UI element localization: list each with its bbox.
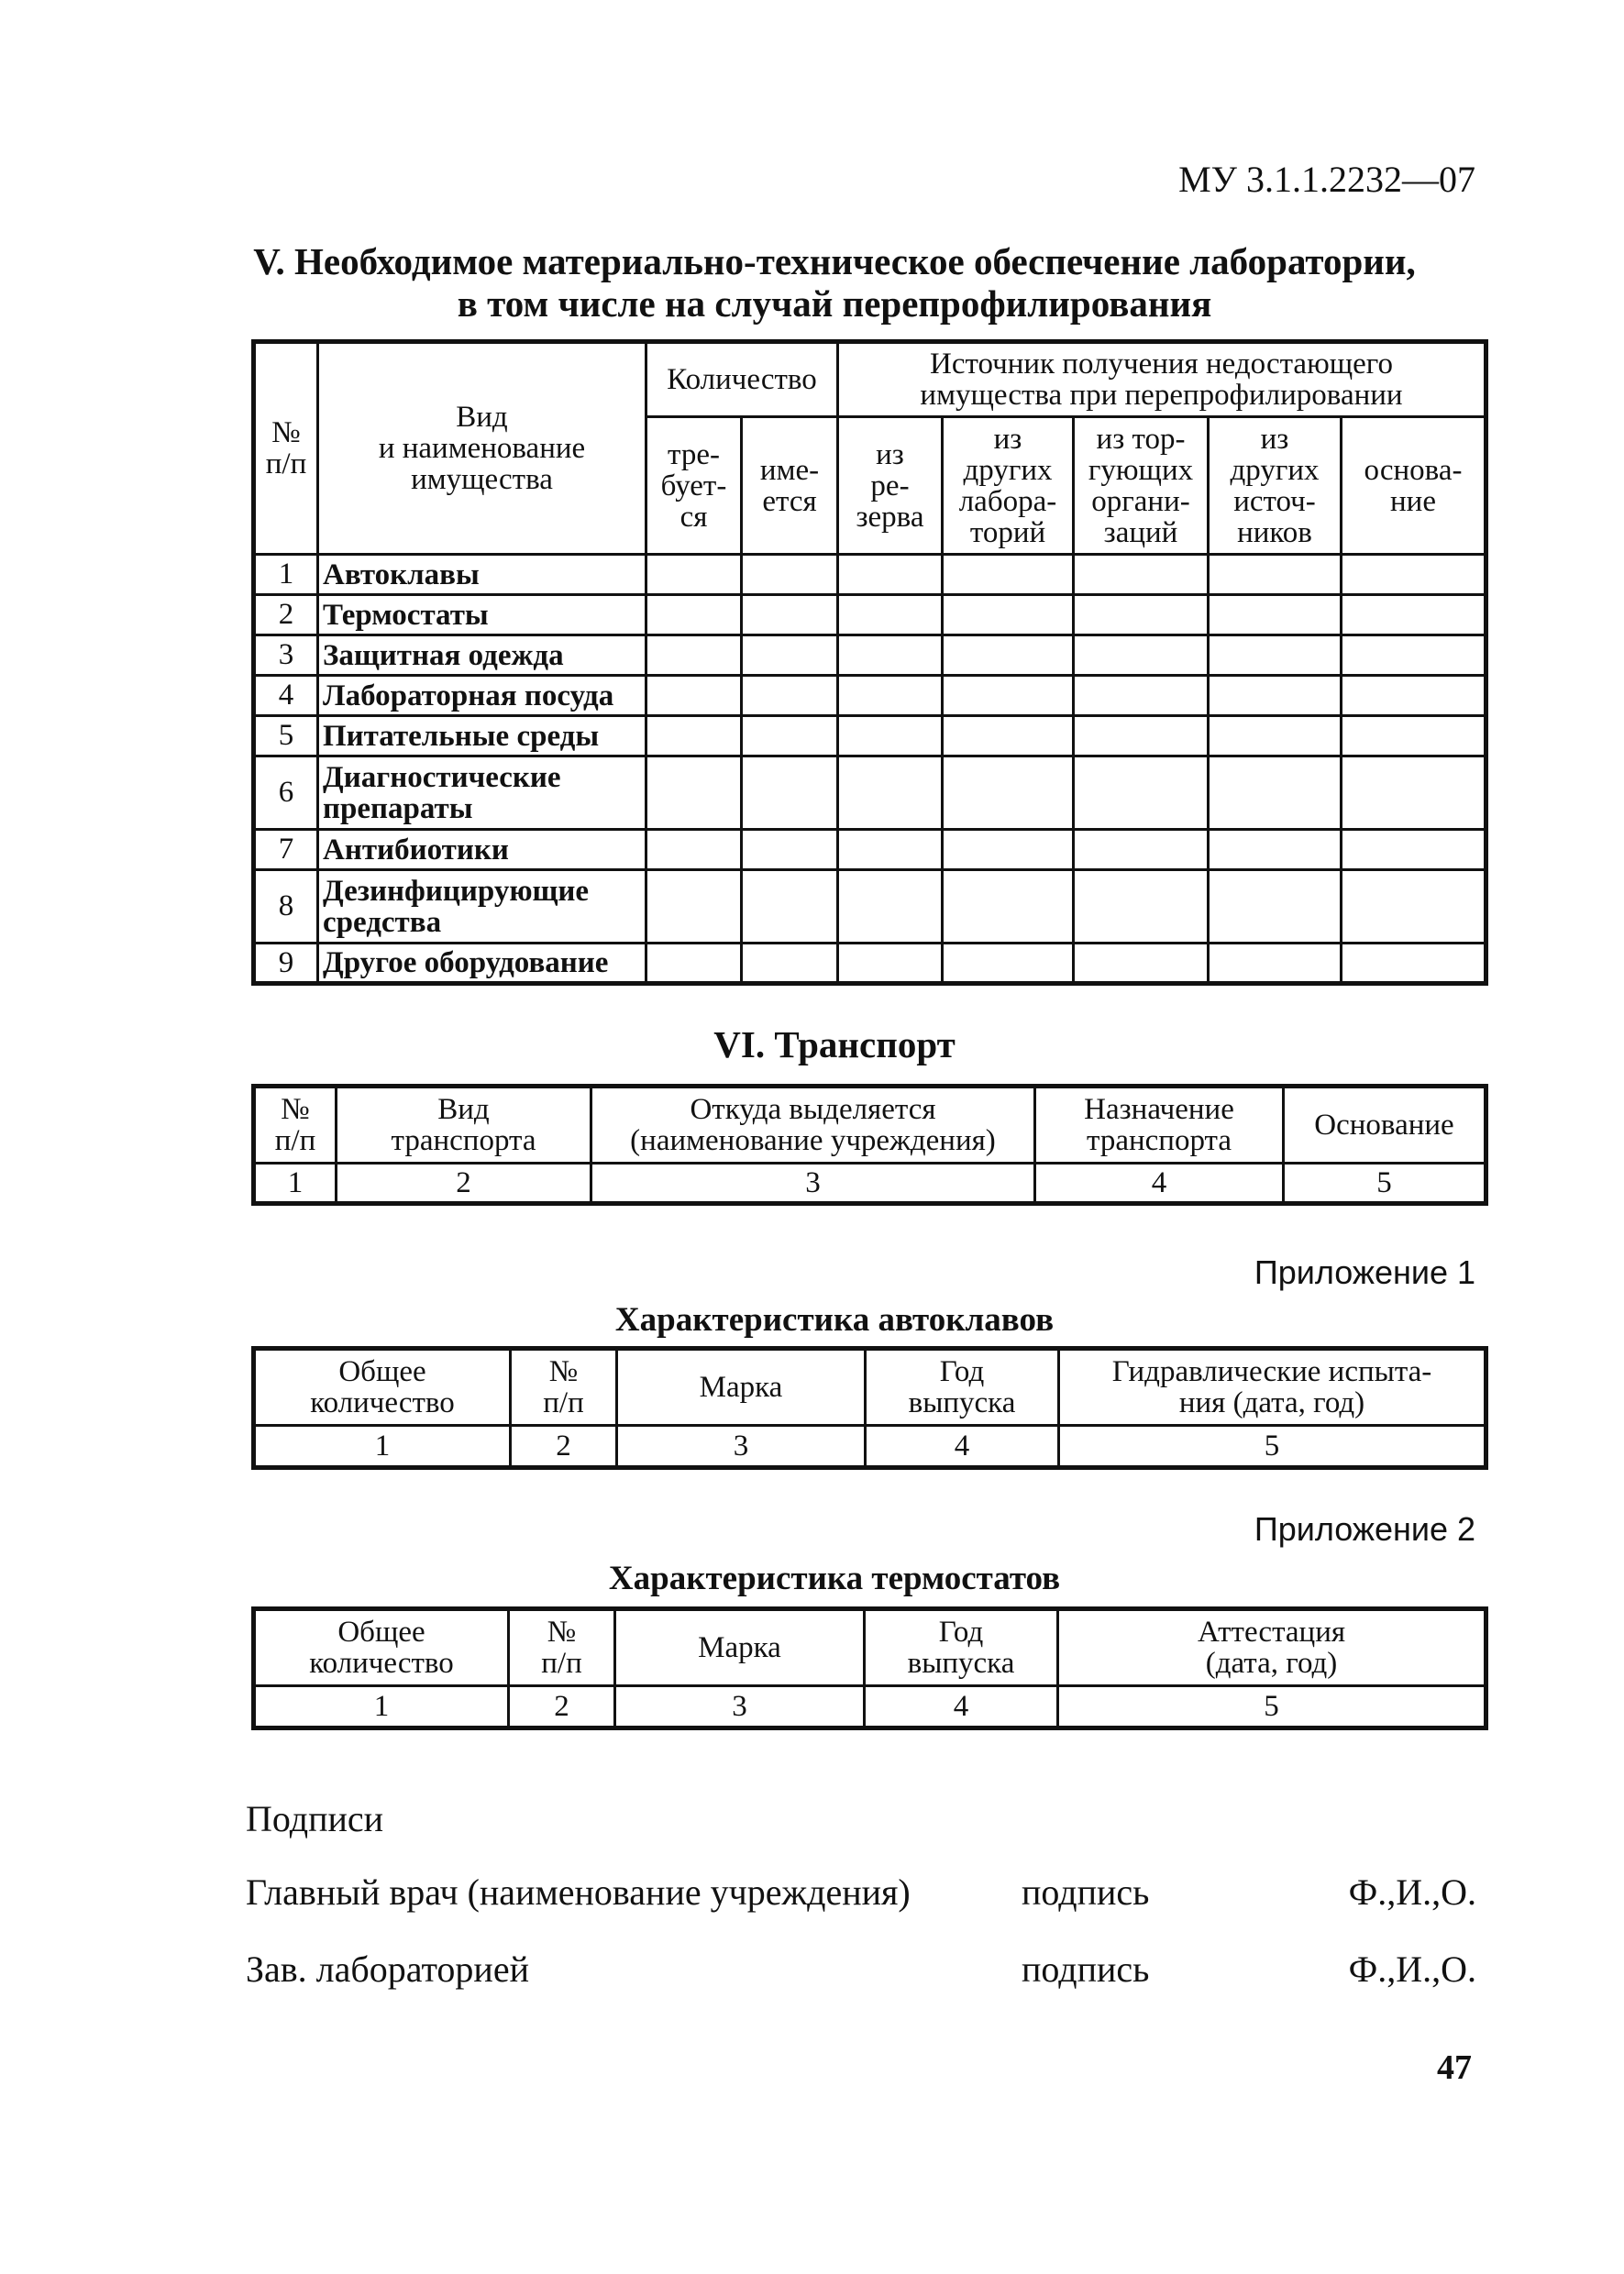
- empty-cell: [943, 870, 1074, 944]
- signature-placeholder: подпись: [1022, 1871, 1150, 1913]
- empty-cell: [943, 830, 1074, 870]
- from-other-sources-header: из других источ- ников: [1209, 417, 1342, 555]
- empty-cell: [742, 830, 838, 870]
- appendix-2-title: Характеристика термостатов: [608, 1560, 1061, 1597]
- col-number-header: № п/п: [509, 1609, 615, 1686]
- empty-cell: [1074, 830, 1209, 870]
- column-number: 3: [615, 1686, 865, 1728]
- empty-cell: [1342, 716, 1486, 756]
- section-5-title: [183, 240, 1486, 325]
- empty-cell: [742, 716, 838, 756]
- empty-cell: [838, 635, 943, 676]
- column-number: 4: [866, 1426, 1059, 1468]
- empty-cell: [1342, 555, 1486, 595]
- brand-header: Марка: [617, 1349, 866, 1426]
- column-number: 2: [337, 1164, 591, 1204]
- total-count-header: Общее количество: [254, 1349, 511, 1426]
- empty-cell: [1342, 595, 1486, 635]
- year-header: Год выпуска: [865, 1609, 1058, 1686]
- empty-cell: [943, 635, 1074, 676]
- col-number-header: № п/п: [254, 342, 318, 555]
- empty-cell: [1209, 595, 1342, 635]
- empty-cell: [1074, 870, 1209, 944]
- row-number: 8: [254, 870, 318, 944]
- full-name-placeholder: Ф.,И.,О.: [1348, 1871, 1476, 1913]
- lab-head-role: Зав. лабораторией: [246, 1948, 529, 1990]
- item-name: Другое оборудование: [318, 944, 646, 984]
- item-name: Автоклавы: [318, 555, 646, 595]
- row-number: 4: [254, 676, 318, 716]
- item-name: Термостаты: [318, 595, 646, 635]
- empty-cell: [742, 555, 838, 595]
- empty-cell: [838, 870, 943, 944]
- empty-cell: [943, 555, 1074, 595]
- empty-cell: [646, 756, 742, 830]
- column-number: 2: [509, 1686, 615, 1728]
- empty-cell: [838, 716, 943, 756]
- signatures-title: Подписи: [246, 1798, 384, 1839]
- basis-header: Основание: [1284, 1087, 1486, 1164]
- empty-cell: [1209, 830, 1342, 870]
- col-name-header: Вид и наименование имущества: [318, 342, 646, 555]
- empty-cell: [1342, 676, 1486, 716]
- empty-cell: [838, 944, 943, 984]
- page-number: 47: [1437, 2048, 1472, 2087]
- empty-cell: [1209, 676, 1342, 716]
- empty-cell: [943, 595, 1074, 635]
- empty-cell: [1074, 716, 1209, 756]
- column-number: 1: [254, 1164, 337, 1204]
- from-reserve-header: из ре- зерва: [838, 417, 943, 555]
- empty-cell: [1074, 555, 1209, 595]
- allocated-from-header: Откуда выделяется (наименование учреждения): [591, 1087, 1035, 1164]
- chief-doctor-role: Главный врач (наименование учреждения): [246, 1871, 911, 1913]
- column-number: 1: [254, 1426, 511, 1468]
- item-name: Лабораторная посуда: [318, 676, 646, 716]
- full-name-placeholder: Ф.,И.,О.: [1348, 1948, 1476, 1990]
- empty-cell: [742, 676, 838, 716]
- row-number: 3: [254, 635, 318, 676]
- empty-cell: [1209, 635, 1342, 676]
- empty-cell: [1342, 756, 1486, 830]
- section-6-title: VI. Транспорт: [713, 1023, 956, 1065]
- table-row: [254, 635, 1486, 676]
- empty-cell: [646, 555, 742, 595]
- empty-cell: [646, 870, 742, 944]
- empty-cell: [1342, 944, 1486, 984]
- table-row: [254, 1426, 1486, 1468]
- required-header: тре- бует- ся: [646, 417, 742, 555]
- empty-cell: [1074, 676, 1209, 716]
- empty-cell: [943, 756, 1074, 830]
- empty-cell: [838, 756, 943, 830]
- row-number: 9: [254, 944, 318, 984]
- empty-cell: [646, 635, 742, 676]
- column-number: 2: [511, 1426, 617, 1468]
- col-number-header: № п/п: [254, 1087, 337, 1164]
- column-number: 4: [1035, 1164, 1284, 1204]
- empty-cell: [1074, 635, 1209, 676]
- hydraulic-tests-header: Гидравлические испыта- ния (дата, год): [1059, 1349, 1486, 1426]
- equipment-table: [251, 339, 1488, 986]
- section-5-title-line2: в том числе на случай перепрофилирования: [457, 282, 1212, 325]
- empty-cell: [943, 676, 1074, 716]
- empty-cell: [1209, 716, 1342, 756]
- empty-cell: [742, 870, 838, 944]
- signature-placeholder: подпись: [1022, 1948, 1150, 1990]
- empty-cell: [1209, 870, 1342, 944]
- available-header: име- ется: [742, 417, 838, 555]
- item-name: Питательные среды: [318, 716, 646, 756]
- basis-header: основа- ние: [1342, 417, 1486, 555]
- empty-cell: [1074, 756, 1209, 830]
- signature-line-1: [246, 1871, 1486, 1916]
- empty-cell: [1342, 870, 1486, 944]
- from-trade-orgs-header: из тор- гующих органи- заций: [1074, 417, 1209, 555]
- table-row: [254, 676, 1486, 716]
- empty-cell: [742, 756, 838, 830]
- empty-cell: [646, 944, 742, 984]
- certification-header: Аттестация (дата, год): [1058, 1609, 1486, 1686]
- empty-cell: [742, 944, 838, 984]
- appendix-1-title: Характеристика автоклавов: [614, 1301, 1055, 1339]
- table-row: [254, 1686, 1486, 1728]
- empty-cell: [838, 830, 943, 870]
- row-number: 6: [254, 756, 318, 830]
- column-number: 1: [254, 1686, 509, 1728]
- empty-cell: [1209, 555, 1342, 595]
- brand-header: Марка: [615, 1609, 865, 1686]
- empty-cell: [943, 944, 1074, 984]
- row-number: 7: [254, 830, 318, 870]
- column-number: 5: [1284, 1164, 1486, 1204]
- col-number-header: № п/п: [511, 1349, 617, 1426]
- table-row: [254, 595, 1486, 635]
- table-row: [254, 944, 1486, 984]
- appendix-1-label: Приложение 1: [1254, 1253, 1475, 1291]
- empty-cell: [1342, 830, 1486, 870]
- empty-cell: [1074, 595, 1209, 635]
- empty-cell: [742, 595, 838, 635]
- table-row: [254, 1164, 1486, 1204]
- item-name: Дезинфицирующие средства: [318, 870, 646, 944]
- empty-cell: [1342, 635, 1486, 676]
- purpose-header: Назначение транспорта: [1035, 1087, 1284, 1164]
- table-row: [254, 870, 1486, 944]
- row-number: 2: [254, 595, 318, 635]
- empty-cell: [646, 595, 742, 635]
- column-number: 3: [591, 1164, 1035, 1204]
- table-row: [254, 716, 1486, 756]
- autoclaves-table: [251, 1346, 1488, 1470]
- transport-type-header: Вид транспорта: [337, 1087, 591, 1164]
- row-number: 1: [254, 555, 318, 595]
- document-code: МУ 3.1.1.2232—07: [1178, 159, 1475, 200]
- column-number: 4: [865, 1686, 1058, 1728]
- empty-cell: [646, 676, 742, 716]
- source-group-header: Источник получения недостающего имущества при перепрофилировании: [838, 342, 1486, 417]
- table-row: [254, 830, 1486, 870]
- empty-cell: [742, 635, 838, 676]
- empty-cell: [646, 830, 742, 870]
- item-name: Защитная одежда: [318, 635, 646, 676]
- table-row: [254, 756, 1486, 830]
- thermostats-table: [251, 1606, 1488, 1730]
- section-5-title-line1: V. Необходимое материально-техническое обеспечение лаборатории,: [253, 240, 1416, 282]
- empty-cell: [1209, 756, 1342, 830]
- empty-cell: [1209, 944, 1342, 984]
- quantity-group-header: Количество: [646, 342, 838, 417]
- row-number: 5: [254, 716, 318, 756]
- empty-cell: [943, 716, 1074, 756]
- signature-line-2: [246, 1948, 1486, 1993]
- empty-cell: [838, 595, 943, 635]
- item-name: Диагностические препараты: [318, 756, 646, 830]
- from-other-labs-header: из других лабора- торий: [943, 417, 1074, 555]
- column-number: 5: [1058, 1686, 1486, 1728]
- item-name: Антибиотики: [318, 830, 646, 870]
- transport-table: [251, 1084, 1488, 1206]
- empty-cell: [646, 716, 742, 756]
- year-header: Год выпуска: [866, 1349, 1059, 1426]
- column-number: 3: [617, 1426, 866, 1468]
- appendix-2-label: Приложение 2: [1254, 1510, 1475, 1548]
- empty-cell: [1074, 944, 1209, 984]
- empty-cell: [838, 555, 943, 595]
- total-count-header: Общее количество: [254, 1609, 509, 1686]
- table-row: [254, 555, 1486, 595]
- column-number: 5: [1059, 1426, 1486, 1468]
- empty-cell: [838, 676, 943, 716]
